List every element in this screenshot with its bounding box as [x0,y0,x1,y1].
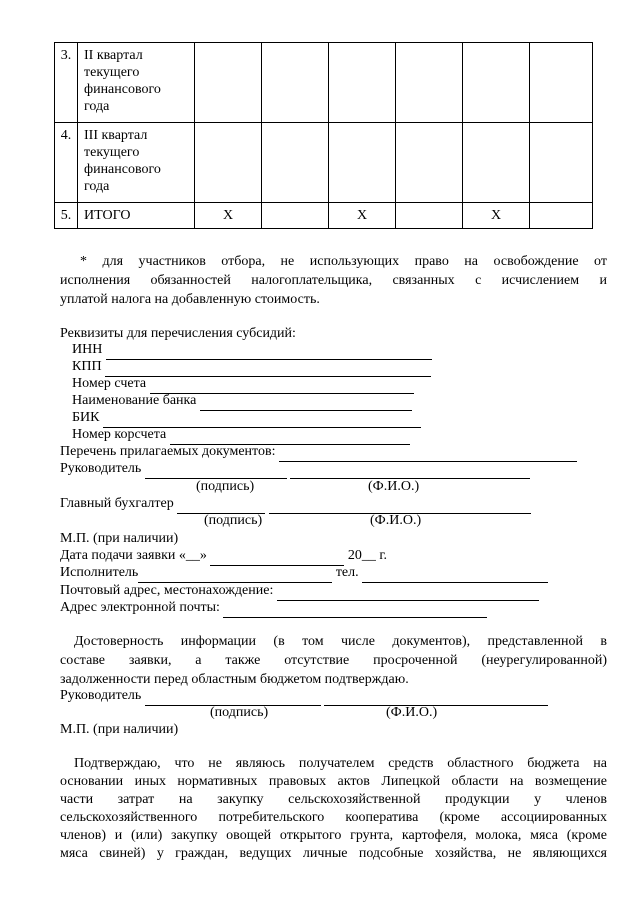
address-label: Почтовый адрес, местонахождение: [60,583,274,598]
bik-label: БИК [72,410,100,425]
table-cell [195,123,262,203]
confirm-block-1 [60,632,607,689]
confirm-mp-label: М.П. (при наличии) [60,722,179,737]
head-row [60,460,530,479]
table-cell [329,123,396,203]
label-line: II квартал [84,48,143,63]
confirm-head-row [60,687,548,706]
confirm-line: основании иных нормативных правовых актов Липецкой области на возмещение [60,774,607,789]
quarter-table [54,42,593,229]
corr-label: Номер корсчета [72,427,167,442]
table-cell [463,123,530,203]
inn-label: ИНН [72,342,103,357]
label-line: года [84,179,110,194]
label-line: III квартал [84,128,148,143]
confirm-line: сельскохозяйственного потребительского кооператива (кроме ассоциированных [60,810,607,825]
confirm-fio-field[interactable] [324,687,548,706]
label-line: текущего [84,65,140,80]
requisites-title: Реквизиты для перечисления субсидий: [60,326,296,341]
table-cell [396,123,463,203]
table-cell [329,43,396,123]
executor-field[interactable] [138,564,332,583]
footnote [60,252,607,309]
table-cell [530,43,593,123]
fio-caption-2: (Ф.И.О.) [370,513,422,528]
table-cell [262,203,329,229]
table-cell [463,43,530,123]
chief-acc-sign-field[interactable] [177,495,265,514]
table-cell: X [195,203,262,229]
email-field[interactable] [223,599,487,618]
table-row [55,203,593,229]
confirm-line: Достоверность информации (в том числе документов), представленной в [74,634,607,649]
label-line: финансового [84,82,161,97]
chief-acc-label: Главный бухгалтер [60,496,174,511]
docs-label: Перечень прилагаемых документов: [60,444,276,459]
row-label [78,43,195,123]
table-cell [396,203,463,229]
email-row [60,599,487,618]
footnote-line: уплатой налога на добавленную стоимость. [60,292,320,307]
footnote-line: исполнения обязанностей налогоплательщика, связанных с исчислением и [60,273,607,288]
table-row [55,123,593,203]
confirm-head-label: Руководитель [60,688,142,703]
table-cell [262,43,329,123]
table-cell [396,43,463,123]
bank-label: Наименование банка [72,393,197,408]
row-number: 5. [55,203,78,229]
chief-acc-row [60,495,531,514]
executor-label: Исполнитель [60,565,139,580]
executor-row [60,564,548,583]
head-label: Руководитель [60,461,142,476]
sign-caption: (подпись) [196,479,255,494]
row-label: ИТОГО [78,203,195,229]
sign-caption-2: (подпись) [204,513,263,528]
fio-caption: (Ф.И.О.) [368,479,420,494]
date-label: Дата подачи заявки «__» [60,548,207,563]
table-cell [530,123,593,203]
confirm-block-2 [60,755,607,863]
table-row [55,43,593,123]
confirm-line: задолженности перед областным бюджетом подтверждаю. [60,672,409,687]
label-line: года [84,99,110,114]
confirm-sign-caption: (подпись) [210,705,269,720]
account-label: Номер счета [72,376,147,391]
confirm-line: мяса свиней) у граждан, ведущих личные подсобные хозяйства, не являющихся [60,846,607,861]
kpp-label: КПП [72,359,102,374]
confirm-fio-caption: (Ф.И.О.) [386,705,438,720]
confirm-line: членов) и (или) закупку овощей открытого грунта, картофеля, молока, мяса (кроме [60,828,607,843]
table-cell: X [463,203,530,229]
mp-label: М.П. (при наличии) [60,531,179,546]
footnote-line: * для участников отбора, не использующих право на освобождение от [80,254,607,269]
confirm-line: составе заявки, а также отсутствие просроченной (неурегулированной) [60,653,607,668]
row-label [78,123,195,203]
row-number: 3. [55,43,78,123]
date-year: 20__ г. [347,548,388,563]
head-fio-field[interactable] [290,460,530,479]
label-line: текущего [84,145,140,160]
head-sign-field[interactable] [145,460,287,479]
table-cell [195,43,262,123]
confirm-sign-field[interactable] [145,687,321,706]
email-label: Адрес электронной почты: [60,600,220,615]
confirm-line: части затрат на закупку сельскохозяйственной продукции у членов [60,792,607,807]
table-cell: X [329,203,396,229]
confirm-line: Подтверждаю, что не являюсь получателем средств областного бюджета на [74,756,607,771]
phone-label: тел. [335,565,359,580]
row-number: 4. [55,123,78,203]
table-cell [530,203,593,229]
chief-acc-fio-field[interactable] [269,495,531,514]
label-line: финансового [84,162,161,177]
phone-field[interactable] [362,564,548,583]
table-cell [262,123,329,203]
